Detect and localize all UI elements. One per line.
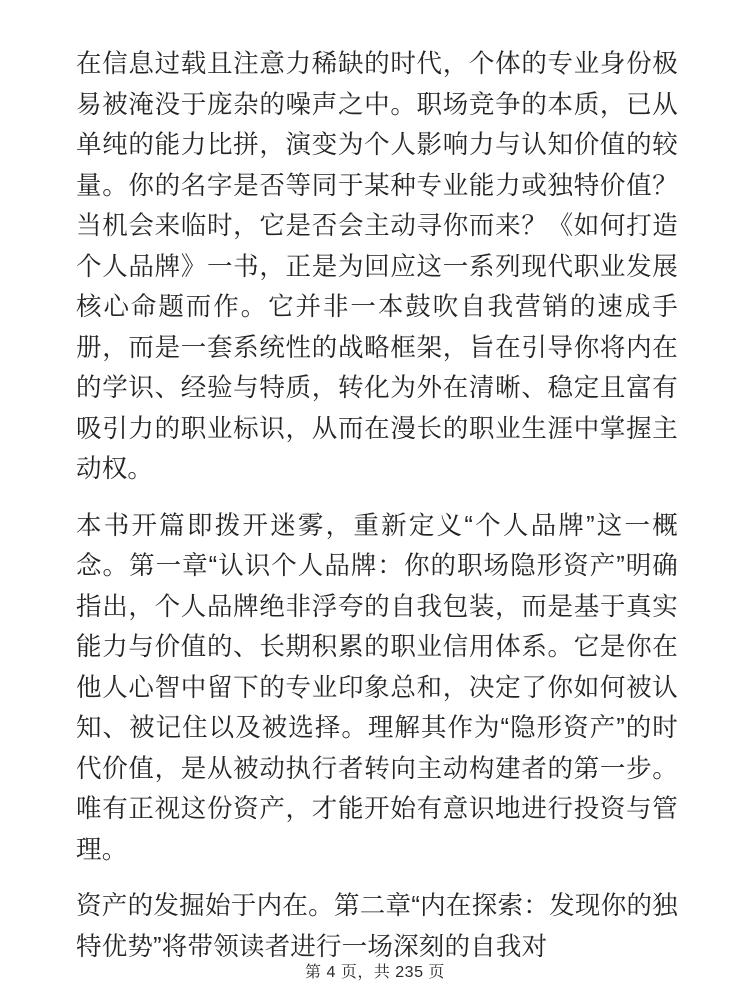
- paragraph-3: 资产的发掘始于内在。第二章“内在探索：发现你的独特优势”将带领读者进行一场深刻的自我对: [76, 892, 678, 961]
- page-footer: 第 4 页，共 235 页: [305, 964, 445, 981]
- paragraph-2: 本书开篇即拨开迷雾，重新定义“个人品牌”这一概念。第一章“认识个人品牌：你的职场隐形资产”明确指出，个人品牌绝非浮夸的自我包装，而是基于真实能力与价值的、长期积累的职业信用体系。它是你在他人心智中留下的专业印象总和，决定了你如何被认知、被记住以及被选择。理解其作为“隐形资产”的时代价值，是从被动执行者转向主动构建者的第一步。唯有正视这份资产，才能开始有意识地进行投资与管理。: [76, 511, 678, 864]
- paragraph-1: 在信息过载且注意力稀缺的时代，个体的专业身份极易被淹没于庞杂的噪声之中。职场竞争的本质，已从单纯的能力比拼，演变为个人影响力与认知价值的较量。你的名字是否等同于某种专业能力或独特价值？当机会来临时，它是否会主动寻你而来？《如何打造个人品牌》一书，正是为回应这一系列现代职业发展核心命题而作。它并非一本鼓吹自我营销的速成手册，而是一套系统性的战略框架，旨在引导你将内在的学识、经验与特质，转化为外在清晰、稳定且富有吸引力的职业标识，从而在漫长的职业生涯中掌握主动权。: [76, 50, 678, 483]
